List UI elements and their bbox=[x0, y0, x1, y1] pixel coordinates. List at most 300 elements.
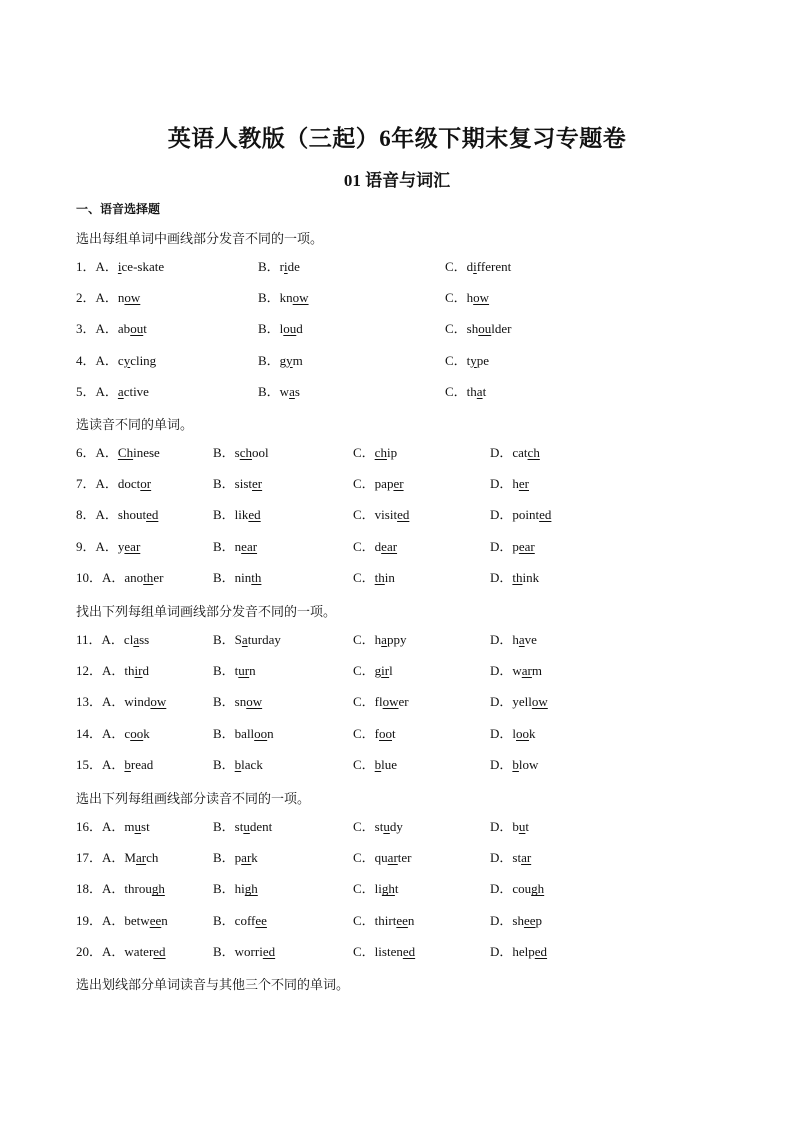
option-letter: C． bbox=[445, 383, 467, 399]
question-row bbox=[76, 536, 776, 554]
word-suffix: pe bbox=[476, 352, 490, 368]
option-letter: C． bbox=[353, 445, 375, 460]
answer-option[interactable] bbox=[76, 442, 160, 461]
page-title: 英语人教版（三起）6年级下期末复习专题卷 bbox=[167, 126, 627, 151]
answer-option[interactable] bbox=[353, 536, 397, 555]
word-suffix: d bbox=[142, 663, 149, 679]
option-letter: A． bbox=[102, 850, 125, 866]
word-prefix: th bbox=[124, 663, 135, 679]
section-heading: 一、语音选择题 bbox=[76, 202, 161, 216]
answer-option[interactable] bbox=[76, 567, 163, 586]
question-number: 5． bbox=[76, 383, 96, 399]
answer-option[interactable] bbox=[76, 350, 156, 369]
underlined-letters: ar bbox=[521, 850, 532, 866]
underlined-letters: oo bbox=[130, 725, 144, 741]
word-suffix: k bbox=[143, 725, 150, 741]
closing-instruction: 选出划线部分单词读音与其他三个不同的单词。 bbox=[76, 977, 350, 992]
underlined-letters: a bbox=[381, 632, 387, 647]
underlined-letters: ee bbox=[523, 912, 536, 928]
underlined-letters: ow bbox=[382, 694, 399, 710]
underlined-letters: ed bbox=[397, 507, 410, 523]
word-suffix: lder bbox=[491, 321, 512, 337]
option-letter: A． bbox=[102, 569, 125, 585]
option-letter: C． bbox=[445, 321, 467, 337]
group-instruction: 找出下列每组单词画线部分发音不同的一项。 bbox=[76, 604, 337, 619]
answer-option[interactable] bbox=[353, 442, 397, 461]
option-letter: D． bbox=[490, 476, 513, 492]
word-suffix: ink bbox=[522, 569, 540, 585]
underlined-letters: ow bbox=[246, 694, 263, 710]
answer-option[interactable] bbox=[490, 847, 531, 866]
underlined-letters: u bbox=[243, 819, 250, 834]
question-number: 16． bbox=[76, 819, 103, 834]
option-letter: D． bbox=[490, 912, 513, 928]
question-row bbox=[76, 287, 776, 305]
word-suffix: ppy bbox=[386, 632, 407, 647]
word-suffix: l bbox=[389, 663, 393, 679]
question-row bbox=[76, 318, 776, 336]
underlined-letters: ch bbox=[527, 445, 540, 460]
word-prefix: y bbox=[117, 538, 125, 554]
word-suffix: st bbox=[141, 819, 150, 834]
word-suffix: p bbox=[535, 912, 542, 928]
word-suffix: inese bbox=[133, 445, 160, 460]
underlined-letters: th bbox=[143, 569, 154, 585]
word-prefix: kn bbox=[279, 290, 293, 306]
question-number: 2． bbox=[76, 290, 96, 306]
option-letter: D． bbox=[490, 538, 513, 554]
answer-option[interactable] bbox=[76, 723, 150, 742]
answer-option[interactable] bbox=[490, 910, 542, 929]
option-letter: C． bbox=[353, 538, 375, 554]
answer-option[interactable] bbox=[76, 536, 140, 555]
underlined-letters: b bbox=[124, 756, 131, 772]
option-letter: C． bbox=[353, 476, 375, 492]
word-suffix: t bbox=[143, 321, 147, 337]
answer-option[interactable] bbox=[213, 442, 269, 461]
group-instruction: 选出下列每组画线部分读音不同的一项。 bbox=[76, 791, 311, 806]
answer-option[interactable] bbox=[490, 878, 544, 897]
answer-option[interactable] bbox=[353, 816, 403, 835]
answer-option[interactable] bbox=[213, 473, 262, 492]
answer-option[interactable] bbox=[213, 504, 261, 523]
word-prefix: listen bbox=[374, 943, 403, 959]
word-suffix: cling bbox=[130, 352, 157, 368]
word-suffix: t bbox=[394, 881, 399, 897]
word-prefix: ab bbox=[117, 321, 131, 337]
word-prefix: qu bbox=[374, 850, 388, 866]
word-suffix: ool bbox=[252, 445, 269, 460]
answer-option[interactable] bbox=[258, 381, 300, 400]
question-number: 20． bbox=[76, 943, 103, 959]
option-letter: A． bbox=[95, 321, 118, 337]
option-letter: A． bbox=[95, 507, 118, 523]
word-prefix: M bbox=[124, 850, 136, 866]
answer-option[interactable] bbox=[353, 691, 409, 710]
underlined-letters: ed bbox=[539, 507, 552, 523]
word-prefix: throu bbox=[124, 881, 152, 897]
underlined-letters: i bbox=[473, 259, 477, 274]
question-row bbox=[76, 256, 776, 274]
underlined-letters: th bbox=[512, 569, 523, 585]
option-letter: C． bbox=[353, 569, 375, 585]
underlined-letters: b bbox=[512, 756, 519, 772]
answer-option[interactable] bbox=[490, 754, 538, 773]
answer-option[interactable] bbox=[490, 473, 529, 492]
option-letter: B． bbox=[213, 943, 235, 959]
word-prefix: r bbox=[279, 259, 285, 274]
answer-option[interactable] bbox=[213, 629, 281, 648]
word-suffix: lue bbox=[381, 756, 398, 772]
answer-option[interactable] bbox=[490, 816, 529, 835]
word-prefix: l bbox=[512, 725, 517, 741]
underlined-letters: ee bbox=[149, 912, 162, 928]
word-suffix: k bbox=[251, 850, 258, 866]
word-suffix: lack bbox=[241, 756, 263, 772]
option-letter: C． bbox=[353, 756, 375, 772]
word-suffix: n bbox=[161, 912, 168, 928]
underlined-letters: ear bbox=[518, 538, 535, 554]
option-letter: C． bbox=[445, 259, 467, 274]
underlined-letters: a bbox=[117, 383, 124, 399]
option-letter: C． bbox=[353, 663, 375, 679]
answer-option[interactable] bbox=[353, 941, 415, 960]
option-letter: C． bbox=[353, 819, 375, 834]
underlined-letters: y bbox=[286, 352, 293, 368]
word-prefix: sh bbox=[466, 321, 479, 337]
option-letter: B． bbox=[213, 476, 235, 492]
option-letter: A． bbox=[102, 694, 125, 710]
answer-option[interactable] bbox=[76, 660, 149, 679]
answer-option[interactable] bbox=[258, 287, 309, 306]
underlined-letters: gh bbox=[381, 881, 395, 897]
word-prefix: sn bbox=[234, 694, 247, 710]
underlined-letters: or bbox=[140, 476, 152, 492]
option-letter: B． bbox=[258, 290, 280, 306]
answer-option[interactable] bbox=[353, 878, 399, 897]
answer-option[interactable] bbox=[76, 381, 149, 400]
answer-option[interactable] bbox=[353, 629, 406, 648]
question-number: 7． bbox=[76, 476, 96, 492]
word-prefix: f bbox=[374, 725, 380, 741]
word-prefix: pap bbox=[374, 476, 394, 492]
word-suffix: n bbox=[407, 912, 415, 928]
question-row bbox=[76, 350, 776, 368]
answer-option[interactable] bbox=[353, 723, 396, 742]
underlined-letters: b bbox=[374, 756, 382, 772]
underlined-letters: oo bbox=[516, 725, 530, 741]
answer-option[interactable] bbox=[353, 567, 395, 586]
underlined-letters: gh bbox=[531, 881, 545, 897]
underlined-letters: ed bbox=[146, 507, 159, 523]
option-letter: C． bbox=[353, 943, 375, 959]
answer-option[interactable] bbox=[258, 256, 300, 275]
word-prefix: coff bbox=[234, 912, 256, 928]
underlined-letters: a bbox=[289, 383, 295, 399]
underlined-letters: th bbox=[374, 569, 385, 585]
question-row bbox=[76, 847, 776, 865]
option-letter: A． bbox=[95, 476, 118, 492]
underlined-letters: ou bbox=[478, 321, 492, 337]
answer-option[interactable] bbox=[353, 473, 404, 492]
underlined-letters: b bbox=[234, 756, 242, 772]
word-suffix: er bbox=[153, 569, 164, 585]
answer-option[interactable] bbox=[445, 318, 511, 337]
word-suffix: n bbox=[267, 725, 274, 741]
word-prefix: visit bbox=[374, 507, 398, 523]
page-subtitle: 01 语音与词汇 bbox=[343, 171, 451, 190]
word-prefix: sh bbox=[512, 912, 524, 928]
answer-option[interactable] bbox=[353, 910, 414, 929]
underlined-letters: ur bbox=[238, 663, 250, 679]
underlined-letters: ed bbox=[153, 943, 166, 959]
word-prefix: help bbox=[512, 943, 535, 959]
answer-option[interactable] bbox=[490, 723, 536, 742]
answer-option[interactable] bbox=[258, 318, 303, 337]
underlined-letters: ir bbox=[381, 663, 390, 679]
question-number: 3． bbox=[76, 321, 96, 337]
word-prefix: betw bbox=[124, 912, 150, 928]
underlined-letters: ar bbox=[521, 663, 532, 679]
underlined-letters: ed bbox=[402, 943, 416, 959]
answer-option[interactable] bbox=[490, 629, 537, 648]
word-prefix: l bbox=[279, 321, 284, 337]
word-prefix: st bbox=[374, 819, 384, 834]
answer-option[interactable] bbox=[445, 381, 486, 400]
option-letter: D． bbox=[490, 881, 513, 897]
word-prefix: n bbox=[234, 538, 242, 554]
option-letter: A． bbox=[102, 943, 125, 959]
answer-option[interactable] bbox=[76, 754, 153, 773]
option-letter: B． bbox=[213, 725, 235, 741]
word-prefix: c bbox=[124, 725, 131, 741]
word-prefix: s bbox=[234, 445, 240, 460]
underlined-letters: i bbox=[284, 259, 288, 274]
underlined-letters: ch bbox=[374, 445, 387, 460]
answer-option[interactable] bbox=[490, 536, 535, 555]
answer-option[interactable] bbox=[490, 941, 547, 960]
question-row bbox=[76, 473, 776, 491]
option-letter: B． bbox=[213, 445, 235, 460]
question-row bbox=[76, 660, 776, 678]
word-suffix: low bbox=[518, 756, 539, 772]
underlined-letters: oo bbox=[254, 725, 268, 741]
underlined-letters: ed bbox=[262, 943, 276, 959]
answer-option[interactable] bbox=[490, 691, 548, 710]
word-prefix: nin bbox=[234, 569, 252, 585]
underlined-letters: ir bbox=[134, 663, 143, 679]
answer-option[interactable] bbox=[445, 350, 489, 369]
word-prefix: hi bbox=[234, 881, 245, 897]
option-letter: B． bbox=[213, 850, 235, 866]
underlined-letters: ow bbox=[150, 694, 167, 710]
option-letter: D． bbox=[490, 756, 513, 772]
word-prefix: water bbox=[124, 943, 154, 959]
answer-option[interactable] bbox=[213, 567, 261, 586]
answer-option[interactable] bbox=[76, 473, 151, 492]
answer-option[interactable] bbox=[76, 816, 150, 835]
word-prefix: w bbox=[279, 383, 290, 399]
question-row bbox=[76, 691, 776, 709]
answer-option[interactable] bbox=[213, 536, 257, 555]
question-row bbox=[76, 878, 776, 896]
option-letter: A． bbox=[102, 663, 125, 679]
answer-option[interactable] bbox=[258, 350, 303, 369]
word-suffix: ss bbox=[139, 632, 150, 647]
underlined-letters: Ch bbox=[117, 445, 134, 460]
word-prefix: th bbox=[466, 383, 477, 399]
word-prefix: lik bbox=[234, 507, 249, 523]
option-letter: B． bbox=[213, 538, 235, 554]
word-suffix: in bbox=[384, 569, 395, 585]
underlined-letters: er bbox=[393, 476, 404, 492]
option-letter: D． bbox=[490, 569, 513, 585]
underlined-letters: ch bbox=[239, 445, 253, 460]
question-row bbox=[76, 629, 776, 647]
answer-option[interactable] bbox=[76, 504, 158, 523]
underlined-letters: ou bbox=[130, 321, 144, 337]
word-suffix: m bbox=[292, 352, 303, 368]
answer-option[interactable] bbox=[76, 941, 166, 960]
option-letter: A． bbox=[95, 259, 118, 274]
underlined-letters: ow bbox=[531, 694, 548, 710]
underlined-letters: u bbox=[134, 819, 142, 834]
word-prefix: yell bbox=[512, 694, 532, 710]
option-letter: B． bbox=[258, 321, 280, 337]
answer-option[interactable] bbox=[76, 878, 165, 897]
question-row bbox=[76, 941, 776, 959]
word-prefix: h bbox=[374, 632, 382, 647]
answer-option[interactable] bbox=[353, 660, 393, 679]
word-prefix: ball bbox=[234, 725, 255, 741]
answer-option[interactable] bbox=[490, 504, 551, 523]
option-letter: B． bbox=[213, 569, 235, 585]
answer-option[interactable] bbox=[445, 256, 511, 275]
word-suffix: dy bbox=[389, 819, 403, 834]
word-prefix: st bbox=[512, 850, 522, 866]
question-number: 15． bbox=[76, 756, 103, 772]
answer-option[interactable] bbox=[490, 567, 539, 586]
option-letter: C． bbox=[353, 850, 375, 866]
answer-option[interactable] bbox=[213, 754, 263, 773]
underlined-letters: a bbox=[133, 632, 140, 647]
underlined-letters: ear bbox=[381, 538, 398, 554]
word-prefix: sist bbox=[234, 476, 253, 492]
word-prefix: worri bbox=[234, 943, 263, 959]
option-letter: D． bbox=[490, 694, 513, 710]
answer-option[interactable] bbox=[76, 287, 140, 306]
option-letter: D． bbox=[490, 943, 513, 959]
word-prefix: p bbox=[512, 538, 519, 554]
question-row bbox=[76, 754, 776, 772]
answer-option[interactable] bbox=[353, 504, 409, 523]
answer-option[interactable] bbox=[76, 847, 158, 866]
word-suffix: read bbox=[130, 756, 154, 772]
question-number: 17． bbox=[76, 850, 103, 866]
word-prefix: n bbox=[117, 290, 125, 306]
answer-option[interactable] bbox=[213, 816, 272, 835]
word-prefix: cou bbox=[512, 881, 532, 897]
answer-option[interactable] bbox=[490, 442, 540, 461]
word-prefix: m bbox=[124, 819, 135, 834]
answer-option[interactable] bbox=[490, 660, 542, 679]
question-number: 4． bbox=[76, 352, 96, 368]
answer-option[interactable] bbox=[76, 318, 147, 337]
option-letter: C． bbox=[353, 881, 375, 897]
group-instruction: 选出每组单词中画线部分发音不同的一项。 bbox=[76, 231, 324, 246]
word-prefix: fl bbox=[374, 694, 383, 710]
option-letter: A． bbox=[95, 445, 118, 460]
option-letter: A． bbox=[102, 912, 125, 928]
answer-option[interactable] bbox=[213, 941, 275, 960]
option-letter: B． bbox=[213, 756, 235, 772]
option-letter: B． bbox=[213, 507, 235, 523]
word-prefix: w bbox=[512, 663, 522, 679]
answer-option[interactable] bbox=[353, 847, 412, 866]
option-letter: C． bbox=[353, 912, 375, 928]
word-prefix: b bbox=[512, 819, 519, 834]
answer-option[interactable] bbox=[76, 629, 149, 648]
word-prefix: ano bbox=[124, 569, 144, 585]
question-number: 19． bbox=[76, 912, 103, 928]
underlined-letters: ed bbox=[248, 507, 261, 523]
word-suffix: ve bbox=[524, 632, 537, 647]
word-prefix: d bbox=[466, 259, 474, 274]
option-letter: D． bbox=[490, 850, 513, 866]
answer-option[interactable] bbox=[213, 691, 262, 710]
option-letter: A． bbox=[95, 383, 118, 399]
word-prefix: doct bbox=[117, 476, 141, 492]
answer-option[interactable] bbox=[213, 723, 274, 742]
word-prefix: d bbox=[374, 538, 382, 554]
answer-option[interactable] bbox=[353, 754, 397, 773]
answer-option[interactable] bbox=[76, 910, 168, 929]
question-number: 9． bbox=[76, 538, 96, 554]
answer-option[interactable] bbox=[213, 847, 258, 866]
underlined-letters: y bbox=[123, 352, 131, 368]
question-number: 1． bbox=[76, 259, 96, 274]
option-letter: B． bbox=[213, 881, 235, 897]
option-letter: B． bbox=[258, 259, 280, 274]
option-letter: B． bbox=[213, 663, 235, 679]
underlined-letters: ow bbox=[292, 290, 309, 306]
underlined-letters: u bbox=[518, 819, 526, 834]
group-instruction: 选读音不同的单词。 bbox=[76, 417, 194, 432]
question-row bbox=[76, 816, 776, 834]
answer-option[interactable] bbox=[213, 660, 256, 679]
answer-option[interactable] bbox=[76, 691, 166, 710]
underlined-letters: ee bbox=[396, 912, 408, 928]
option-letter: D． bbox=[490, 663, 513, 679]
question-row bbox=[76, 723, 776, 741]
question-number: 12． bbox=[76, 663, 103, 679]
underlined-letters: ar bbox=[387, 850, 398, 866]
answer-option[interactable] bbox=[76, 256, 164, 275]
answer-option[interactable] bbox=[213, 878, 258, 897]
word-prefix: wind bbox=[124, 694, 151, 710]
answer-option[interactable] bbox=[445, 287, 489, 306]
word-prefix: cl bbox=[123, 632, 134, 647]
option-letter: A． bbox=[95, 352, 118, 368]
word-suffix: t bbox=[525, 819, 530, 834]
word-prefix: c bbox=[117, 352, 124, 368]
word-prefix: cat bbox=[512, 445, 528, 460]
word-suffix: turday bbox=[247, 632, 281, 647]
underlined-letters: er bbox=[518, 476, 529, 492]
word-prefix: point bbox=[512, 507, 540, 523]
option-letter: D． bbox=[490, 819, 513, 834]
answer-option[interactable] bbox=[213, 910, 267, 929]
